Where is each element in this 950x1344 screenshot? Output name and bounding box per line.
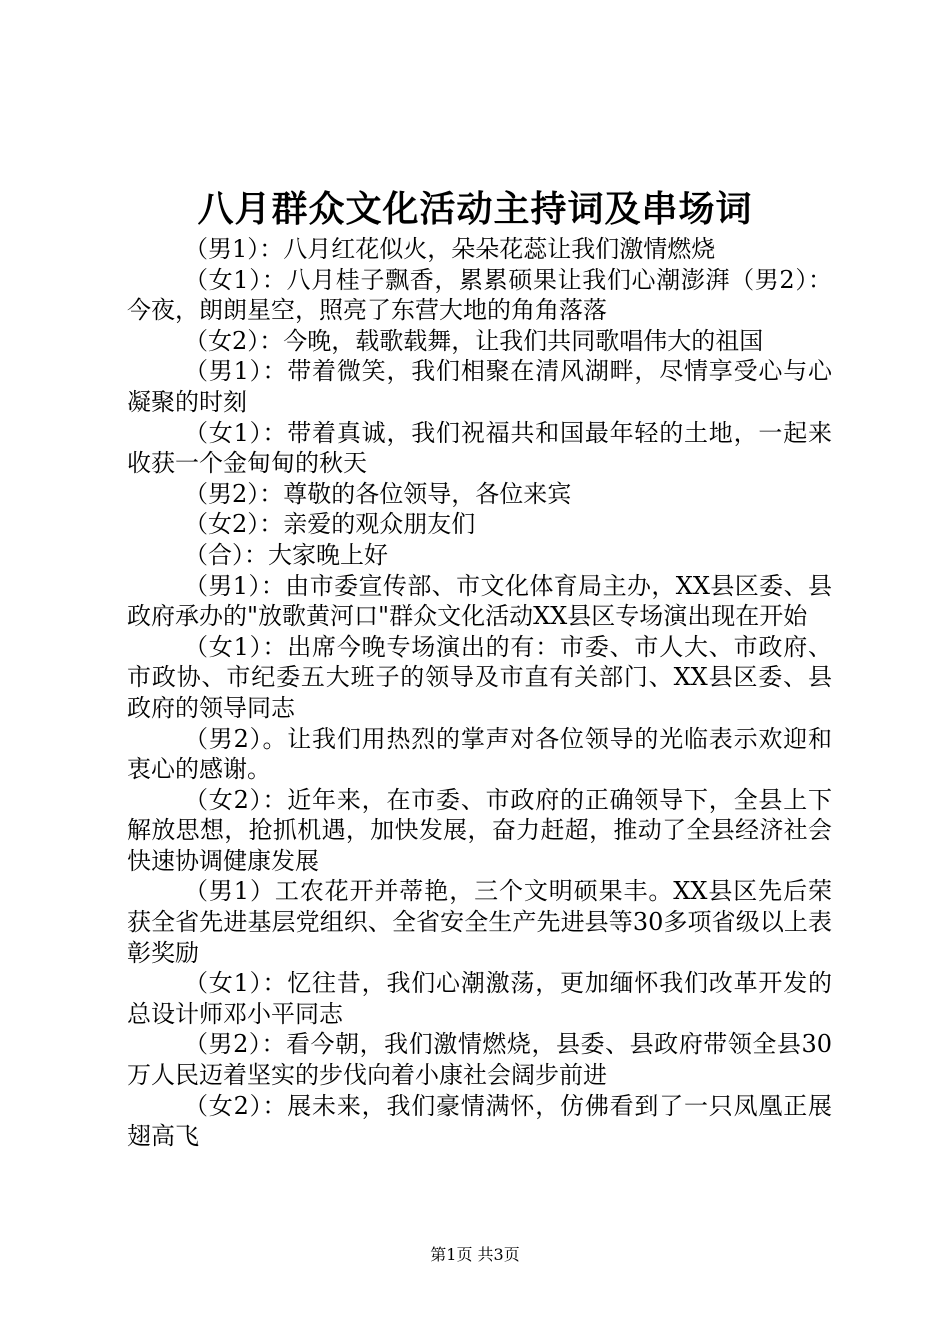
paragraph: （女2）：近年来，在市委、市政府的正确领导下，全县上下解放思想，抢抓机遇，加快发展，奋力赶超，推动了全县经济社会快速协调健康发展: [127, 785, 832, 875]
paragraph: （男1）工农花开并蒂艳，三个文明硕果丰。XX县区先后荣获全省先进基层党组织、全省安全生产先进县等30多项省级以上表彰奖励: [127, 877, 832, 967]
paragraph: （男2）。让我们用热烈的掌声对各位领导的光临表示欢迎和衷心的感谢。: [127, 724, 832, 784]
paragraph: （女1）：出席今晚专场演出的有：市委、市人大、市政府、市政协、市纪委五大班子的领导及市直有关部门、XX县区委、县政府的领导同志: [127, 632, 832, 722]
paragraph: （男1）：由市委宣传部、市文化体育局主办，XX县区委、县政府承办的"放歌黄河口"群众文化活动XX县区专场演出现在开始: [127, 571, 832, 631]
paragraph: （女1）：八月桂子飘香，累累硕果让我们心潮澎湃（男2）：今夜，朗朗星空，照亮了东营大地的角角落落: [127, 265, 832, 325]
paragraph: （女1）：带着真诚，我们祝福共和国最年轻的土地，一起来收获一个金甸甸的秋天: [127, 418, 832, 478]
paragraph: （女1）：忆往昔，我们心潮激荡，更加缅怀我们改革开发的总设计师邓小平同志: [127, 969, 832, 1028]
paragraph: （女2）：亲爱的观众朋友们: [184, 510, 476, 539]
paragraph: （女2）：今晚，载歌载舞，让我们共同歌唱伟大的祖国: [184, 326, 764, 355]
paragraph: （合）：大家晚上好: [184, 540, 388, 569]
document-title: 八月群众文化活动主持词及串场词: [197, 188, 753, 230]
paragraph: （男2）：尊敬的各位领导，各位来宾: [184, 479, 572, 508]
page-number-footer: 第1页 共3页: [430, 1245, 520, 1264]
paragraph: （男1）：带着微笑，我们相聚在清风湖畔，尽情享受心与心凝聚的时刻: [127, 357, 832, 416]
paragraph: （男1）：八月红花似火，朵朵花蕊让我们激情燃烧: [184, 235, 716, 263]
paragraph: （男2）：看今朝，我们激情燃烧，县委、县政府带领全县30万人民迈着坚实的步伐向着小康社会阔步前进: [127, 1030, 832, 1090]
paragraph: （女2）：展未来，我们豪情满怀，仿佛看到了一只凤凰正展翅高飞: [127, 1091, 832, 1151]
document-body: [127, 234, 832, 1152]
